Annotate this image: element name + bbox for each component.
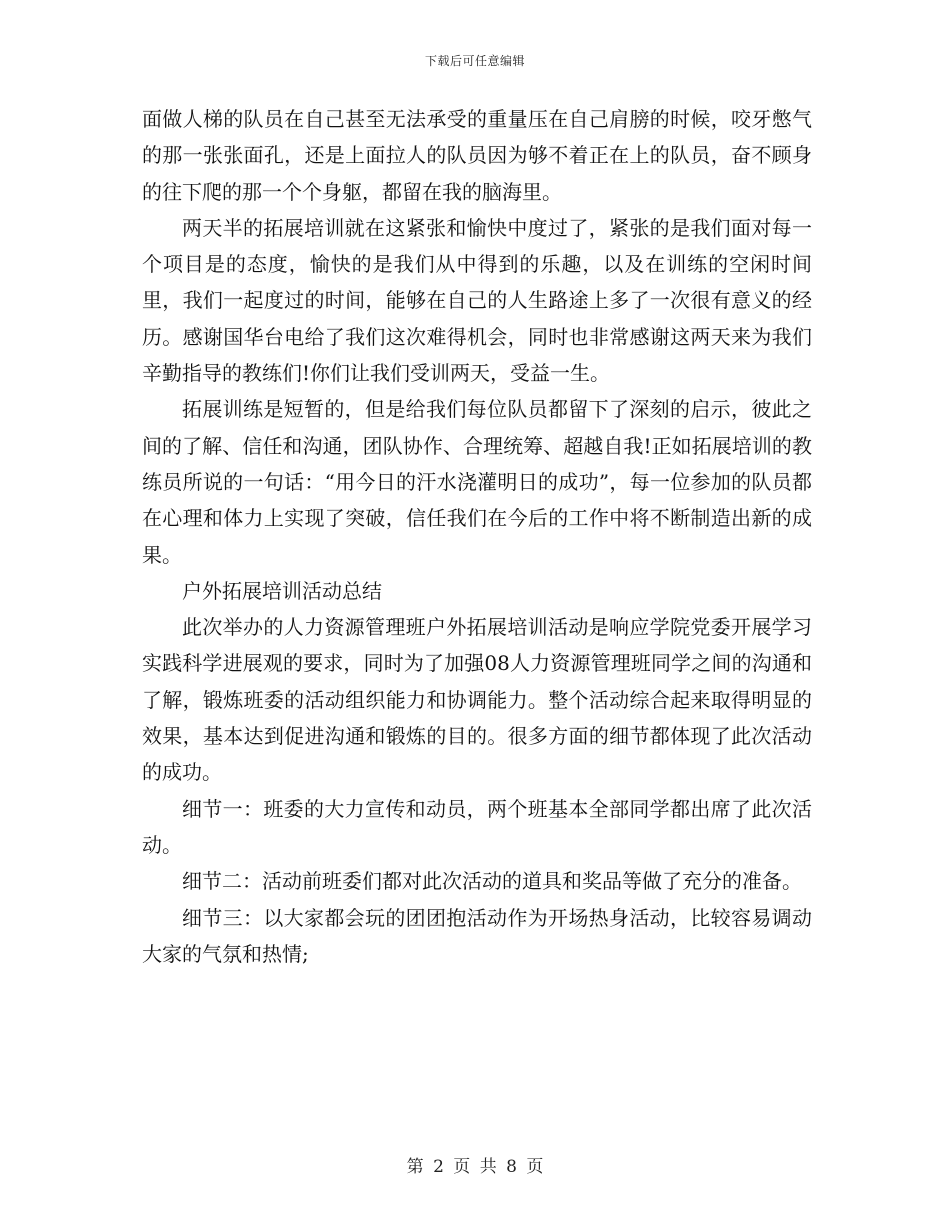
paragraph-1: 面做人梯的队员在自己甚至无法承受的重量压在自己肩膀的时候，咬牙憋气的那一张张面孔，还是上面拉人的队员因为够不着正在上的队员，奋不顾身的往下爬的那一个个身躯，都留在我的脑海里。 — [142, 107, 812, 204]
paragraph-2: 两天半的拓展培训就在这紧张和愉快中度过了，紧张的是我们面对每一个项目是的态度，愉快的是我们从中得到的乐趣，以及在训练的空闲时间里，我们一起度过的时间，能够在自己的人生路途上多了一次很有意义的经历。感谢国华台电给了我们这次难得机会，同时也非常感谢这两天来为我们辛勤指导的教练们!你们让我们受训两天，受益一生。 — [142, 215, 812, 386]
page-header: 下载后可任意编辑 — [424, 54, 525, 68]
detail-3: 细节三：以大家都会玩的团团抱活动作为开场热身活动，比较容易调动大家的气氛和热情; — [142, 905, 812, 966]
section-title: 户外拓展培训活动总结 — [182, 578, 382, 603]
paragraph-4: 此次举办的人力资源管理班户外拓展培训活动是响应学院党委开展学习实践科学进展观的要求，同时为了加强08人力资源管理班同学之间的沟通和了解，锻炼班委的活动组织能力和协调能力。整个活动综合起来取得明显的效果，基本达到促进沟通和锻炼的目的。很多方面的细节都体现了此次活动的成功。 — [142, 615, 812, 785]
paragraph-3: 拓展训练是短暂的，但是给我们每位队员都留下了深刻的启示，彼此之间的了解、信任和沟通，团队协作、合理统筹、超越自我!正如拓展培训的教练员所说的一句话：“用今日的汗水浇灌明日的成功”，每一位参加的队员都在心理和体力上实现了突破，信任我们在今后的工作中将不断制造出新的成果。 — [142, 397, 812, 567]
detail-2: 细节二：活动前班委们都对此次活动的道具和奖品等做了充分的准备。 — [182, 869, 802, 894]
detail-1: 细节一：班委的大力宣传和动员，两个班基本全部同学都出席了此次活动。 — [142, 796, 812, 857]
document-body — [142, 101, 812, 972]
page-number: 第 2 页 共 8 页 — [406, 1157, 544, 1177]
